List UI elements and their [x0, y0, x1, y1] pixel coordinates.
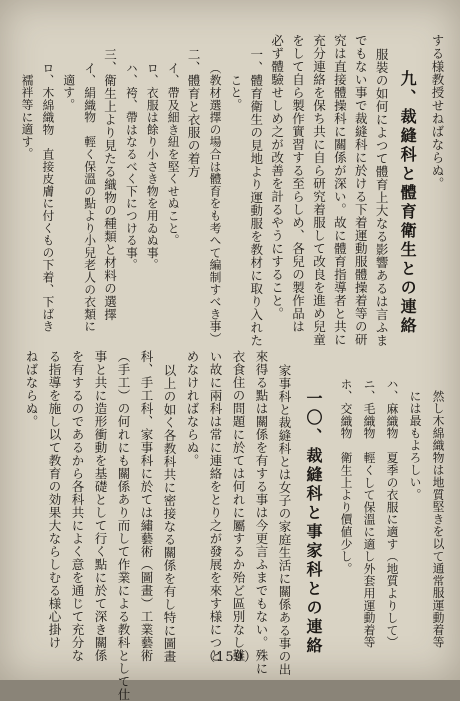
list-item: ハ、袴、帶はなるべく下につける事。 [124, 62, 139, 272]
list-item: には最もよろしい。 [408, 390, 422, 501]
text-column: 充分連絡を保ち共に自ら研究着服して改良を進め兒童 [311, 34, 327, 346]
list-item: 然し木綿織物は地質堅きを以て通常服運動着等 [431, 390, 445, 649]
text-column: をして自ら製作實習する至らしめ、各兒の製作品は [290, 34, 306, 333]
text-column: 必ず體驗せしめ之が改善を計るやうにすること。 [269, 34, 285, 320]
list-item: イ、帶及細き紐を堅くせぬこと。 [166, 62, 181, 247]
text-column: 家事科と裁縫科とは女子の家庭生活に關係ある事の出 [277, 364, 292, 676]
text-column: を有するのであるから各科共によく意を通じて充分な [70, 350, 85, 662]
list-item: 三、衛生上より見たる織物の種類と材料の選擇 [102, 48, 118, 321]
text-column: ねばならぬ。 [24, 350, 39, 428]
top-text-block [12, 34, 445, 347]
list-item: 適す。 [61, 74, 76, 111]
list-item: イ、絹織物 輕く保溫の點より小兒老人の衣類に [82, 62, 97, 333]
text-column: 科、手工科、家事科に於ては繡藝術（圖畫）工業藝術 [139, 350, 154, 662]
text-column: めなければならぬ。 [185, 350, 200, 467]
list-item: ホ、交織物 衛生上より價値少し。 [339, 378, 353, 575]
text-column: 事と共に造形衝動を基礎として行く點に於て深き關係 [93, 350, 108, 662]
text-column: でもない事で裁縫科に於ける下着運動服體操着等の研 [353, 34, 369, 346]
list-item: 一、體育衛生の見地より運動服を教材に取り入れた [248, 48, 264, 347]
list-item: 二、體育と衣服の着方 [186, 48, 202, 178]
text-column: 究は直接體操科に關係が深い。故に體育指導者と共に [332, 34, 348, 346]
list-item: ロ、木綿織物 直接皮膚に付くもの下着、下ばき [40, 62, 55, 333]
text-column: る指導を施し以て教育の効果大ならしむる様心掛け [47, 350, 62, 649]
list-item: 襦袢等に適す。 [19, 74, 34, 161]
section-heading-9: 九、裁縫科と體育衛生との連絡 [398, 70, 418, 336]
list-item: ニ、毛織物 輕くして保溫に適し外套用運動着等 [362, 378, 376, 649]
section-heading-10: 一〇、裁縫科と事家科との連絡 [304, 390, 323, 656]
text-column: 來得る點は關係を有する事は今更言ふまでもない。殊に [254, 350, 269, 675]
list-item: こと。 [228, 74, 243, 111]
text-column: 以上の如く各教科共に密接なる關係を有し特に圖畫 [162, 364, 177, 663]
list-item: ハ、麻織物 夏季の衣服に適す（地質よりして） [385, 378, 399, 649]
text-column: する様教授せねばならぬ。 [430, 34, 445, 190]
list-item: ロ、衣服は餘り小さき物を用ゐぬ事。 [145, 62, 160, 272]
text-column: （手工）の何れにも關係あり而して作業による教科として仕 [116, 350, 131, 701]
text-column: 衣食住の問題に於ては何れに屬するか殆ど區別なし難 [231, 350, 246, 662]
list-item: （教材選擇の場合は體育をも考へて編制すべき事） [207, 62, 222, 345]
text-column: 服裝の如何によつて體育上大なる影響あるは言ふま [374, 48, 390, 347]
text-column: い故に兩科は常に連絡をとり之が發展を來す様につと [208, 350, 223, 662]
page-number: （159） [202, 650, 258, 665]
